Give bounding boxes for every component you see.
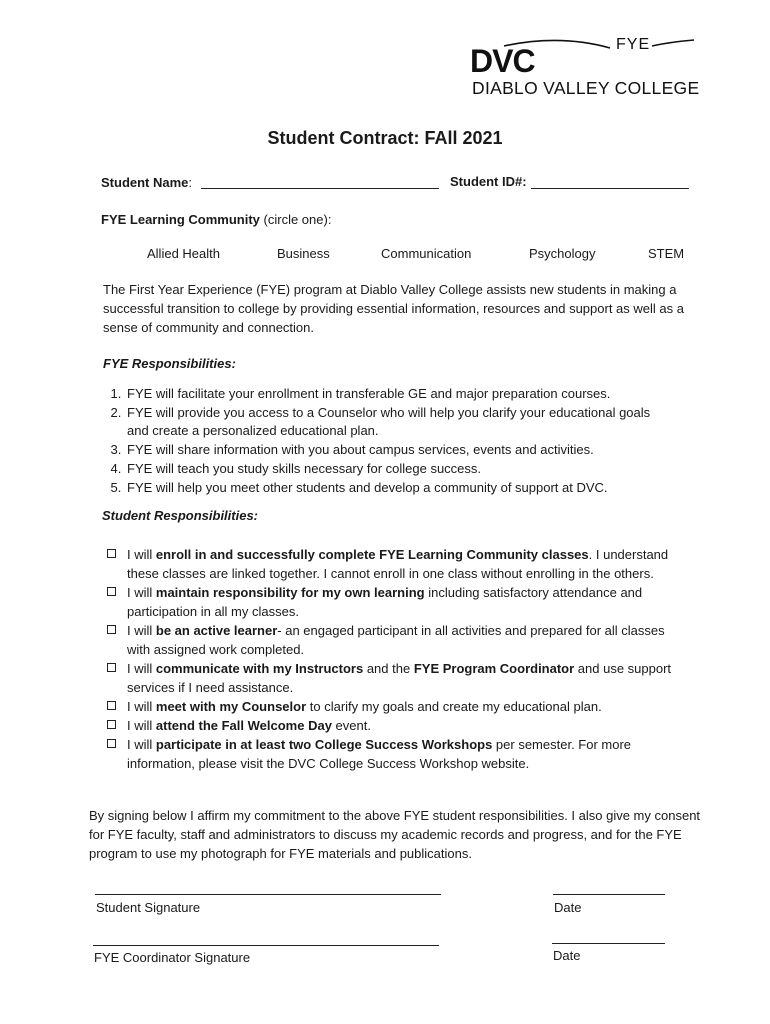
- student-signature-line[interactable]: [95, 893, 441, 895]
- item-emphasis: be an active learner: [155, 623, 278, 638]
- student-name-label: [101, 174, 192, 192]
- learning-community-label: [101, 212, 331, 227]
- consent-paragraph: By signing below I affirm my commitment to the above FYE student responsibilities. I also give my consent for FYE faculty, staff and administrators to discuss my academic records and progress, and for the FYE program to use my photograph for FYE materials and publications.: [89, 808, 701, 861]
- logo-fye-text: FYE: [616, 36, 651, 53]
- community-option-allied-health[interactable]: Allied Health: [147, 246, 220, 261]
- student-signature-label: Student Signature: [96, 900, 201, 915]
- fye-responsibility-item: 3. FYE will share information with you about campus services, events and activities.: [125, 441, 663, 460]
- item-emphasis: attend the Fall Welcome Day: [155, 718, 332, 733]
- checkbox-icon[interactable]: [107, 663, 116, 672]
- community-option-business[interactable]: Business: [277, 246, 330, 261]
- item-text: including satisfactory attendance and participation in all my classes.: [127, 585, 643, 619]
- community-option-communication[interactable]: Communication: [381, 246, 472, 261]
- item-emphasis: meet with my Counselor: [155, 699, 307, 714]
- item-text: per semester. For more information, please visit the DVC College Success Workshop website.: [127, 737, 632, 771]
- item-text: and use support services if I need assistance.: [127, 661, 672, 695]
- student-responsibility-item: [100, 735, 680, 773]
- community-option-psychology[interactable]: Psychology: [529, 246, 596, 261]
- date-line-1[interactable]: [553, 893, 665, 895]
- learning-community-label-text: FYE Learning Community: [101, 212, 260, 227]
- item-text: I will: [127, 623, 156, 638]
- student-responsibilities-list: [100, 545, 680, 773]
- item-emphasis: communicate with my Instructors: [155, 661, 364, 676]
- item-emphasis: maintain responsibility for my own learning: [155, 585, 425, 600]
- item-text: event.: [331, 718, 371, 733]
- item-emphasis: participate in at least two College Success Workshops: [155, 737, 493, 752]
- item-text: I will: [127, 585, 156, 600]
- date-label-2: Date: [553, 948, 581, 963]
- fye-responsibilities-list: [103, 385, 663, 497]
- coordinator-signature-label: FYE Coordinator Signature: [94, 950, 251, 965]
- fye-responsibility-item: 1. FYE will facilitate your enrollment in transferable GE and major preparation courses.: [125, 385, 663, 404]
- item-text: and the: [363, 661, 414, 676]
- item-emphasis: enroll in and successfully complete FYE Learning Community classes: [155, 547, 589, 562]
- checkbox-icon[interactable]: [107, 720, 116, 729]
- item-text: I will: [127, 699, 156, 714]
- document-title: Student Contract: FAll 2021: [267, 128, 503, 148]
- item-text: to clarify my goals and create my educational plan.: [306, 699, 602, 714]
- date-line-2[interactable]: [552, 942, 665, 944]
- item-text: - an engaged participant in all activities and prepared for all classes with assigned work completed.: [127, 623, 665, 657]
- student-responsibility-item: [100, 545, 680, 583]
- fye-responsibility-item: 2. FYE will provide you access to a Counselor who will help you clarify your educational goals and create a personalized educational plan.: [125, 404, 663, 441]
- checkbox-icon[interactable]: [107, 739, 116, 748]
- student-responsibility-item: [100, 621, 680, 659]
- item-text: I will: [127, 547, 156, 562]
- date-label-1: Date: [554, 900, 582, 915]
- item-text: I will: [127, 661, 156, 676]
- checkbox-icon[interactable]: [107, 625, 116, 634]
- student-responsibility-item: [100, 659, 680, 697]
- student-name-field[interactable]: [201, 174, 439, 189]
- dvc-fye-logo: [470, 36, 700, 102]
- checkbox-icon[interactable]: [107, 701, 116, 710]
- community-option-stem[interactable]: STEM: [648, 246, 685, 261]
- coordinator-signature-line[interactable]: [93, 944, 439, 946]
- item-text: I will: [127, 737, 156, 752]
- item-emphasis: FYE Program Coordinator: [413, 661, 575, 676]
- checkbox-icon[interactable]: [107, 587, 116, 596]
- logo-dvc-text: DVC: [470, 43, 535, 79]
- student-id-label: Student ID#:: [450, 174, 527, 189]
- learning-community-hint: (circle one):: [259, 212, 332, 227]
- student-responsibility-item: [100, 583, 680, 621]
- checkbox-icon[interactable]: [107, 549, 116, 558]
- item-text: I will: [127, 718, 156, 733]
- student-responsibility-item: [100, 697, 680, 716]
- student-id-field[interactable]: [531, 174, 689, 189]
- student-responsibilities-heading: Student Responsibilities:: [102, 508, 259, 523]
- fye-responsibility-item: 4. FYE will teach you study skills necessary for college success.: [125, 460, 663, 479]
- student-name-colon: :: [188, 175, 193, 190]
- item-text: . I understand these classes are linked together. I cannot enroll in one class without enrolling in the others.: [127, 547, 669, 581]
- intro-paragraph: The First Year Experience (FYE) program at Diablo Valley College assists new students in making a successful transition to college by providing essential information, resources and support as well as a sense of community and connection.: [103, 282, 684, 335]
- student-responsibility-item: [100, 716, 680, 735]
- logo-college-name: DIABLO VALLEY COLLEGE: [472, 78, 700, 98]
- fye-responsibilities-heading: FYE Responsibilities:: [103, 356, 236, 371]
- student-name-label-text: Student Name: [101, 175, 189, 190]
- fye-responsibility-item: 5. FYE will help you meet other students and develop a community of support at DVC.: [125, 479, 663, 498]
